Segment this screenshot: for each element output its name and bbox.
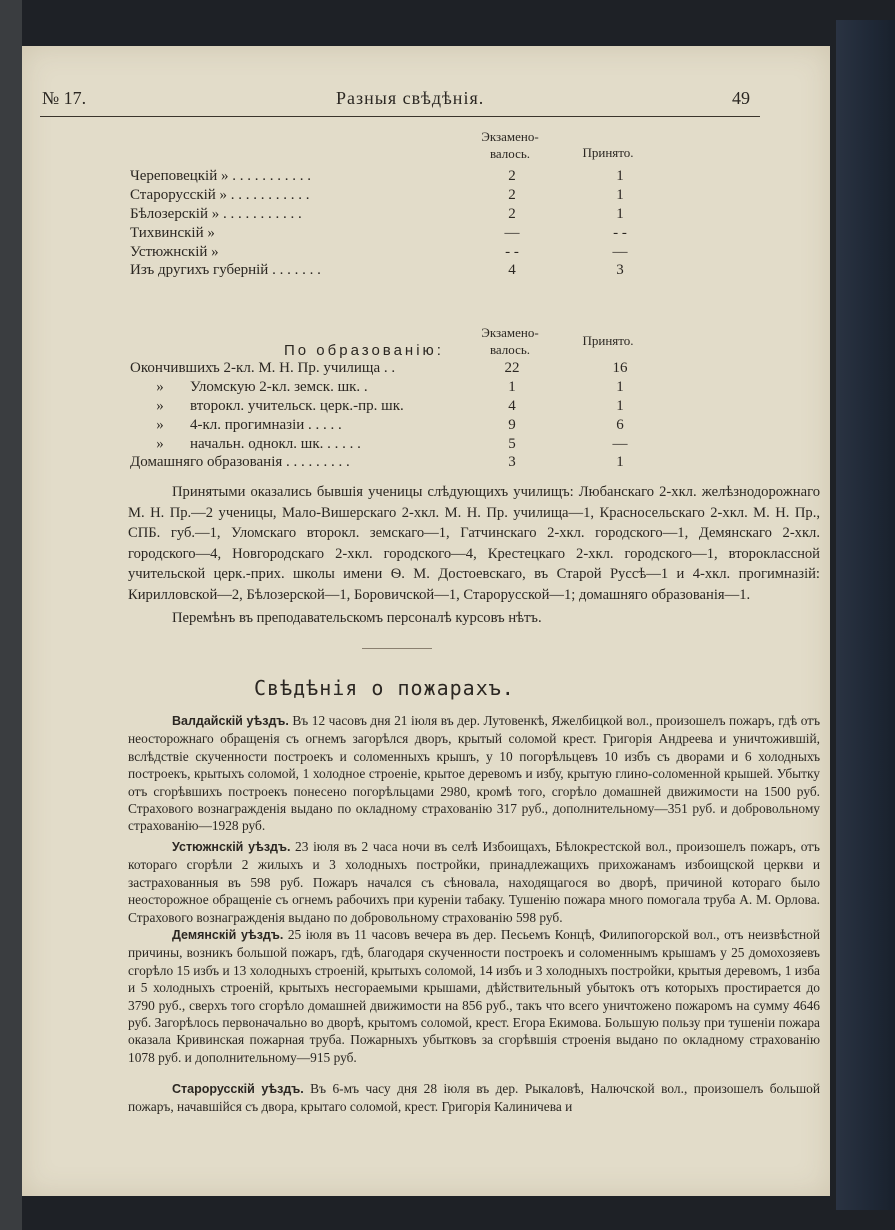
table-row: Череповецкій » . . . . . . . . . . . 2 1 (130, 168, 624, 184)
table1-col-accepted: Принято. (582, 145, 634, 160)
fire-report: Устюжнскій уѣздъ. 23 іюля въ 2 часа ночи въ селѣ Избоищахъ, Бѣлокрестской вол., произошелъ пожаръ, отъ котораго сгорѣли 2 жилыхъ и 3 холодныхъ постройки, принадлежащихъ прихожанамъ избоищской церкви и застрахованныя въ 598 руб. Пожаръ начался съ сѣновала, находящагося во дворѣ, причиной котораго было неосторожное обращеніе съ огнемъ рабочихъ при куреніи табаку. Тушенію пожара много помогала труба А. М. Орлова. Страхового вознагражденія выдано по добровольному страхованію 598 руб. (128, 839, 820, 925)
table-row: » 4-кл. прогимназіи . . . . . 9 6 (130, 417, 624, 433)
section-divider (362, 648, 432, 649)
table-row: Старорусскій » . . . . . . . . . . . 2 1 (130, 187, 624, 203)
book-binding (0, 0, 22, 1230)
fire-report: Валдайскій уѣздъ. Въ 12 часовъ дня 21 іюля въ дер. Лутовенкѣ, Яжелбицкой вол., произошелъ пожаръ, гдѣ отъ неосторожнаго обращенія съ огнемъ загорѣлся дворъ, крытый соломой крест. Григорія Андреева и уничтожившій, вслѣдствіе скученности построекъ и соломенныхъ крышъ, у 10 погорѣльцевъ 10 избъ съ дворами и 6 холодныхъ построекъ, крытыхъ соломой, 1 холодное строеніе, крытое деревомъ и избу, крытую глино-соломенной крышей. Убытку отъ сгорѣвшихъ построекъ понесено погорѣльцами 2980, кромѣ того, сгорѣло домашней движимости на 1500 руб. Страхового вознагражденія выдано по окладному страхованію 317 руб., дополнительному—351 руб. и добровольному страхованію—1928 руб. (128, 713, 820, 834)
table-row: Устюжнскій » - - — (130, 244, 628, 260)
book-page (22, 46, 830, 1196)
fire-report: Демянскій уѣздъ. 25 іюля въ 11 часовъ вечера въ дер. Песьемъ Концѣ, Филипогорской вол., отъ неизвѣстной причины, возникъ большой пожаръ, гдѣ, благодаря скученности построекъ и соломеннымъ крышамъ у 25 домохозяевъ сгорѣло 15 избъ и 13 холодныхъ строеній, крытыхъ соломой, 14 избъ и 3 холодныхъ постройки, крытыя деревомъ, 1 изба и 5 холодныхъ строеній, крытыхъ несгораемыми крышами, дѣйствительный убытокъ отъ которыхъ простирается до 3790 руб., сверхъ того сгорѣло домашней движимости на 856 руб., такъ что всего уничтожено пожаромъ на сумму 4646 руб. Загорѣлось первоначально во дворѣ, крытомъ соломой, крест. Егора Екимова. Большую пользу при тушеніи пожара оказала Кривинская пожарная труба. Пожарныхъ убытковъ за сгорѣвшія строенія выдано по окладному страхованію 1078 руб. и дополнительному—915 руб. (128, 927, 820, 1065)
running-header (40, 88, 760, 117)
table-row: » Уломскую 2-кл. земск. шк. . 1 1 (130, 379, 624, 395)
running-title: Разныя свѣдѣнія. (336, 88, 485, 108)
education-subheading: По образованію: (284, 342, 444, 359)
page-number: 49 (732, 88, 750, 108)
staff-note-paragraph: Перемѣнъ въ преподавательскомъ персоналѣ курсовъ нѣтъ. (172, 610, 542, 626)
district-name: Старорусскій уѣздъ. (172, 1082, 304, 1096)
book-cover-edge (836, 20, 895, 1210)
accepted-schools-paragraph: Принятыми оказались бывшія ученицы слѣдующихъ училищъ: Любанскаго 2-хкл. желѣзнодорожнаго М. Н. Пр.—2 ученицы, Мало-Вишерскаго 2-хкл. М. Н. Пр. училища—1, Красносельскаго 2-хкл. М. Н. Пр., СПБ. губ.—1, Уломскаго второкл. земскаго—1, Гатчинскаго 2-хкл. городского—1, Демянскаго 2-хкл. городского—4, Новгородскаго 2-хкл. городского—4, Крестецкаго 2-хкл. городского—1, второклассной учительской церк.-прих. школы имени Ѳ. М. Достоевскаго, въ Старой Руссѣ—1 и 4-хкл. прогимназій: Кирилловской—2, Бѣлозерской—1, Боровичской—1, Старорусской—1; домашняго образованія—1. (128, 484, 820, 603)
table2-col-examined: Экзамено- валось. (481, 325, 539, 357)
table-row: Бѣлозерскій » . . . . . . . . . . . 2 1 (130, 206, 624, 222)
district-name: Валдайскій уѣздъ. (172, 714, 289, 728)
fire-report: Старорусскій уѣздъ. Въ 6-мъ часу дня 28 іюля въ дер. Рыкаловѣ, Налючской вол., произошелъ большой пожаръ, начавшійся съ двора, крытаго соломой, крест. Григорія Калиничева и (128, 1081, 821, 1115)
table-row: Изъ другихъ губерній . . . . . . . 4 3 (130, 262, 624, 278)
table-row: Окончившихъ 2-кл. М. Н. Пр. училища . . 22 16 (130, 360, 628, 376)
issue-number: № 17. (42, 88, 87, 108)
table-row: » начальн. однокл. шк. . . . . . 5 — (130, 436, 628, 452)
table-row: Тихвинскій » — - - (130, 225, 627, 241)
district-name: Демянскій уѣздъ. (172, 928, 284, 942)
table2-col-accepted: Принято. (582, 333, 634, 348)
section-title: Свѣдѣнія о пожарахъ. (254, 676, 515, 700)
district-name: Устюжнскій уѣздъ. (172, 840, 291, 854)
table-row: Домашняго образованія . . . . . . . . . 3 1 (130, 454, 624, 470)
table-row: » второкл. учительск. церк.-пр. шк. 4 1 (130, 398, 624, 414)
table1-col-examined: Экзамено- валось. (481, 129, 539, 161)
